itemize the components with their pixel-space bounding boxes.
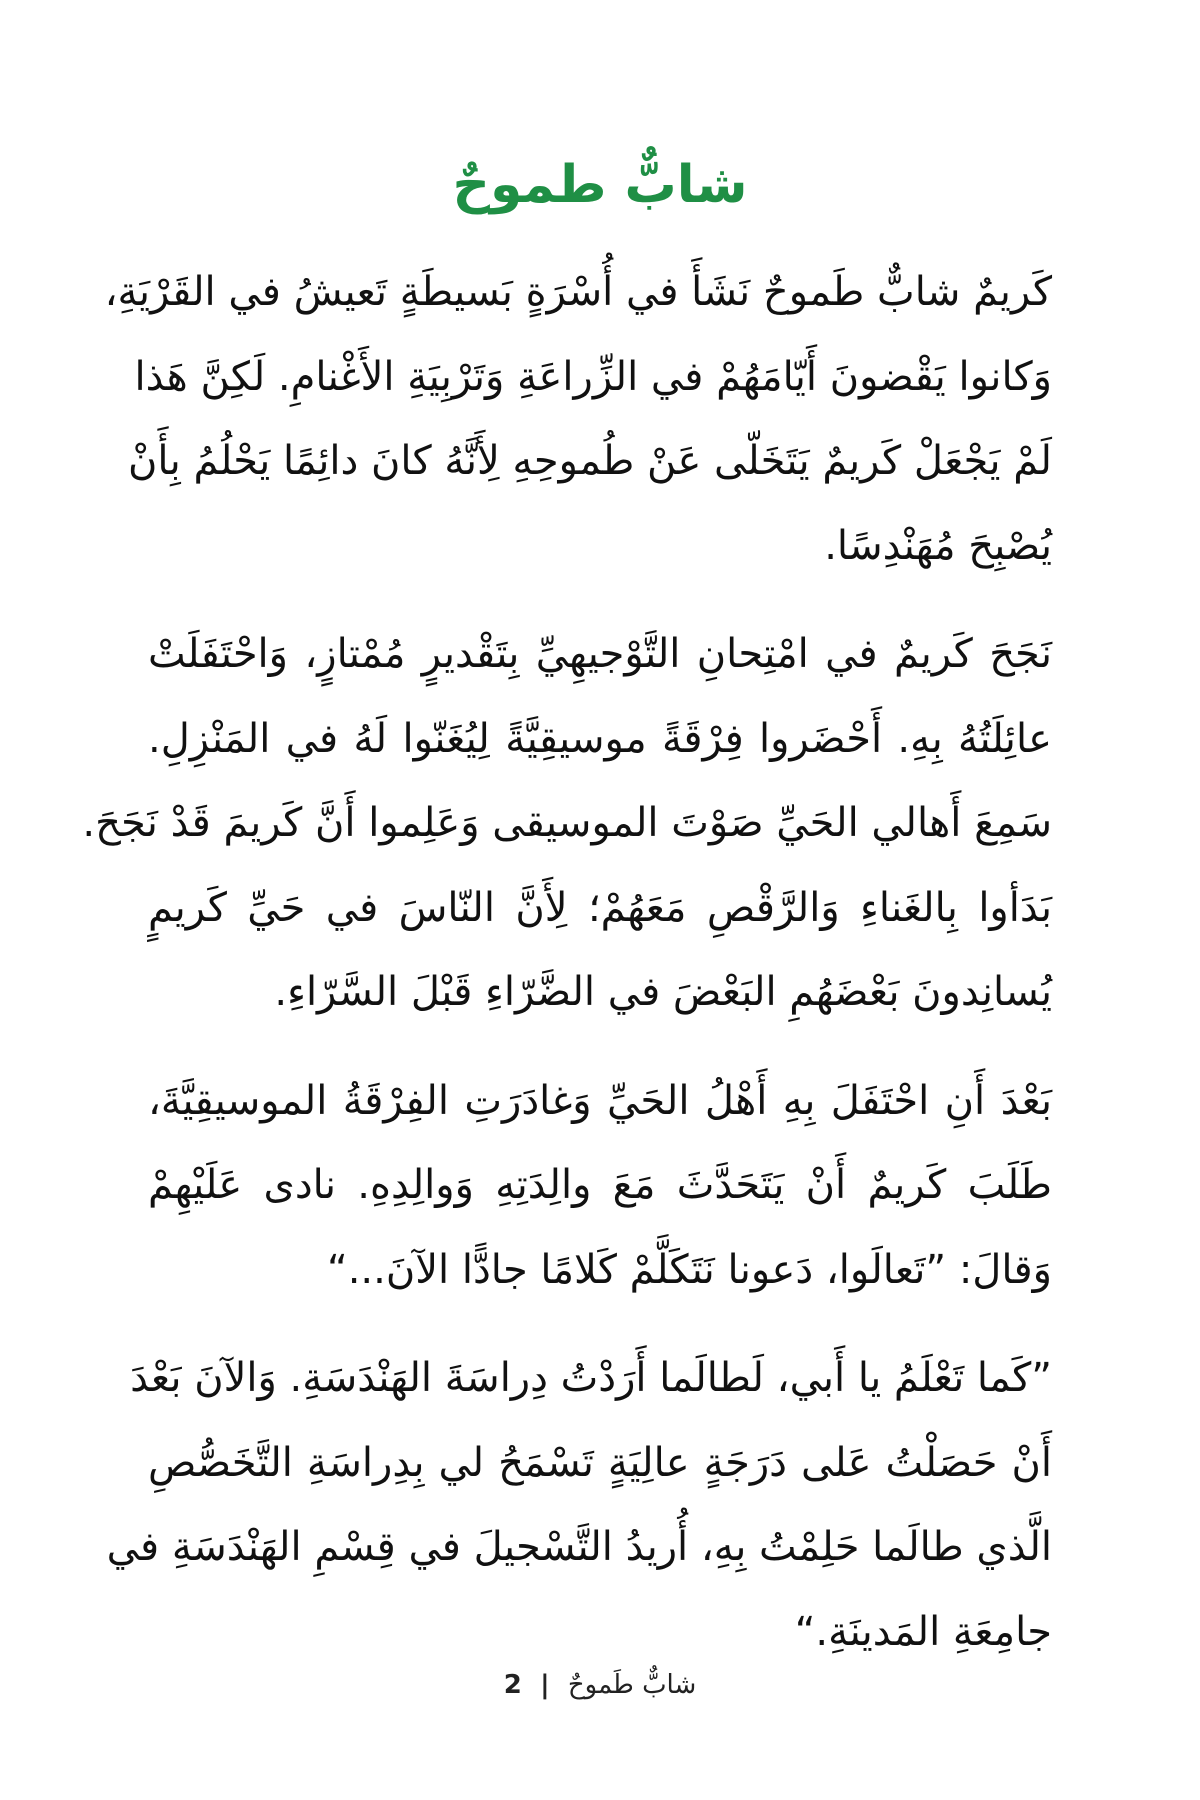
text-line: بَدَأوا بِالغَناءِ وَالرَّقْصِ مَعَهُمْ؛ لِأَنَّ النّاسَ في حَيِّ كَريمٍ xyxy=(148,884,1052,931)
page-footer xyxy=(0,1665,1200,1705)
page-title: شابٌّ طموحٌ xyxy=(452,155,748,215)
text-line: لَمْ يَجْعَلْ كَريمٌ يَتَخَلّى عَنْ طُموحِهِ لِأَنَّهُ كانَ دائِمًا يَحْلُمُ بِأَنْ xyxy=(128,438,1052,484)
text-line: أَنْ حَصَلْتُ عَلى دَرَجَةٍ عالِيَةٍ تَسْمَحُ لي بِدِراسَةِ التَّخَصُّصِ xyxy=(148,1439,1052,1486)
paragraph-2 xyxy=(82,612,1052,1035)
text-line: سَمِعَ أَهالي الحَيِّ صَوْتَ الموسيقى وَعَلِموا أَنَّ كَريمَ قَدْ نَجَحَ. xyxy=(82,800,1052,846)
paragraph-3 xyxy=(148,1059,1052,1313)
text-line: ”كَما تَعْلَمُ يا أَبي، لَطالَما أَرَدْتُ دِراسَةَ الهَنْدَسَةِ. وَالآنَ بَعْدَ xyxy=(130,1355,1052,1401)
text-line: جامِعَةِ المَدينَةِ.“ xyxy=(794,1608,1052,1655)
text-line: الَّذي طالَما حَلِمْتُ بِهِ، أُريدُ التَّسْجيلَ في قِسْمِ الهَنْدَسَةِ في xyxy=(106,1524,1052,1570)
page-number: 2 xyxy=(503,1670,522,1700)
paragraph-4 xyxy=(106,1336,1052,1674)
text-line: كَريمٌ شابٌّ طَموحٌ نَشَأَ في أُسْرَةٍ بَسيطَةٍ تَعيشُ في القَرْيَةِ، xyxy=(104,269,1052,315)
story-text xyxy=(82,250,1052,1698)
text-line: بَعْدَ أَنِ احْتَفَلَ بِهِ أَهْلُ الحَيِّ وَغادَرَتِ الفِرْقَةُ الموسيقِيَّةَ، xyxy=(148,1077,1052,1124)
paragraph-1 xyxy=(104,250,1052,588)
text-line: نَجَحَ كَريمٌ في امْتِحانِ التَّوْجيهِيِّ بِتَقْديرٍ مُمْتازٍ، وَاحْتَفَلَتْ xyxy=(148,631,1052,677)
text-line: يُسانِدونَ بَعْضَهُمِ البَعْضَ في الضَّرّاءِ قَبْلَ السَّرّاءِ. xyxy=(274,969,1052,1015)
footer-title: شابٌّ طَموحٌ xyxy=(567,1670,697,1700)
text-line: وَقالَ: ”تَعالَوا، دَعونا نَتَكَلَّمْ كَلامًا جادًّا الآنَ...“ xyxy=(326,1246,1052,1293)
text-line: عائِلَتُهُ بِهِ. أَحْضَروا فِرْقَةً موسيقِيَّةً لِيُغَنّوا لَهُ في المَنْزِلِ. xyxy=(148,715,1052,762)
text-line: يُصْبِحَ مُهَنْدِسًا. xyxy=(824,522,1052,569)
footer-separator: | xyxy=(540,1670,550,1700)
text-line: طَلَبَ كَريمٌ أَنْ يَتَحَدَّثَ مَعَ والِدَتِهِ وَوالِدِهِ. نادى عَلَيْهِمْ xyxy=(148,1162,1052,1208)
text-line: وَكانوا يَقْضونَ أَيّامَهُمْ في الزِّراعَةِ وَتَرْبِيَةِ الأَغْنامِ. لَكِنَّ هَذا xyxy=(134,353,1052,400)
